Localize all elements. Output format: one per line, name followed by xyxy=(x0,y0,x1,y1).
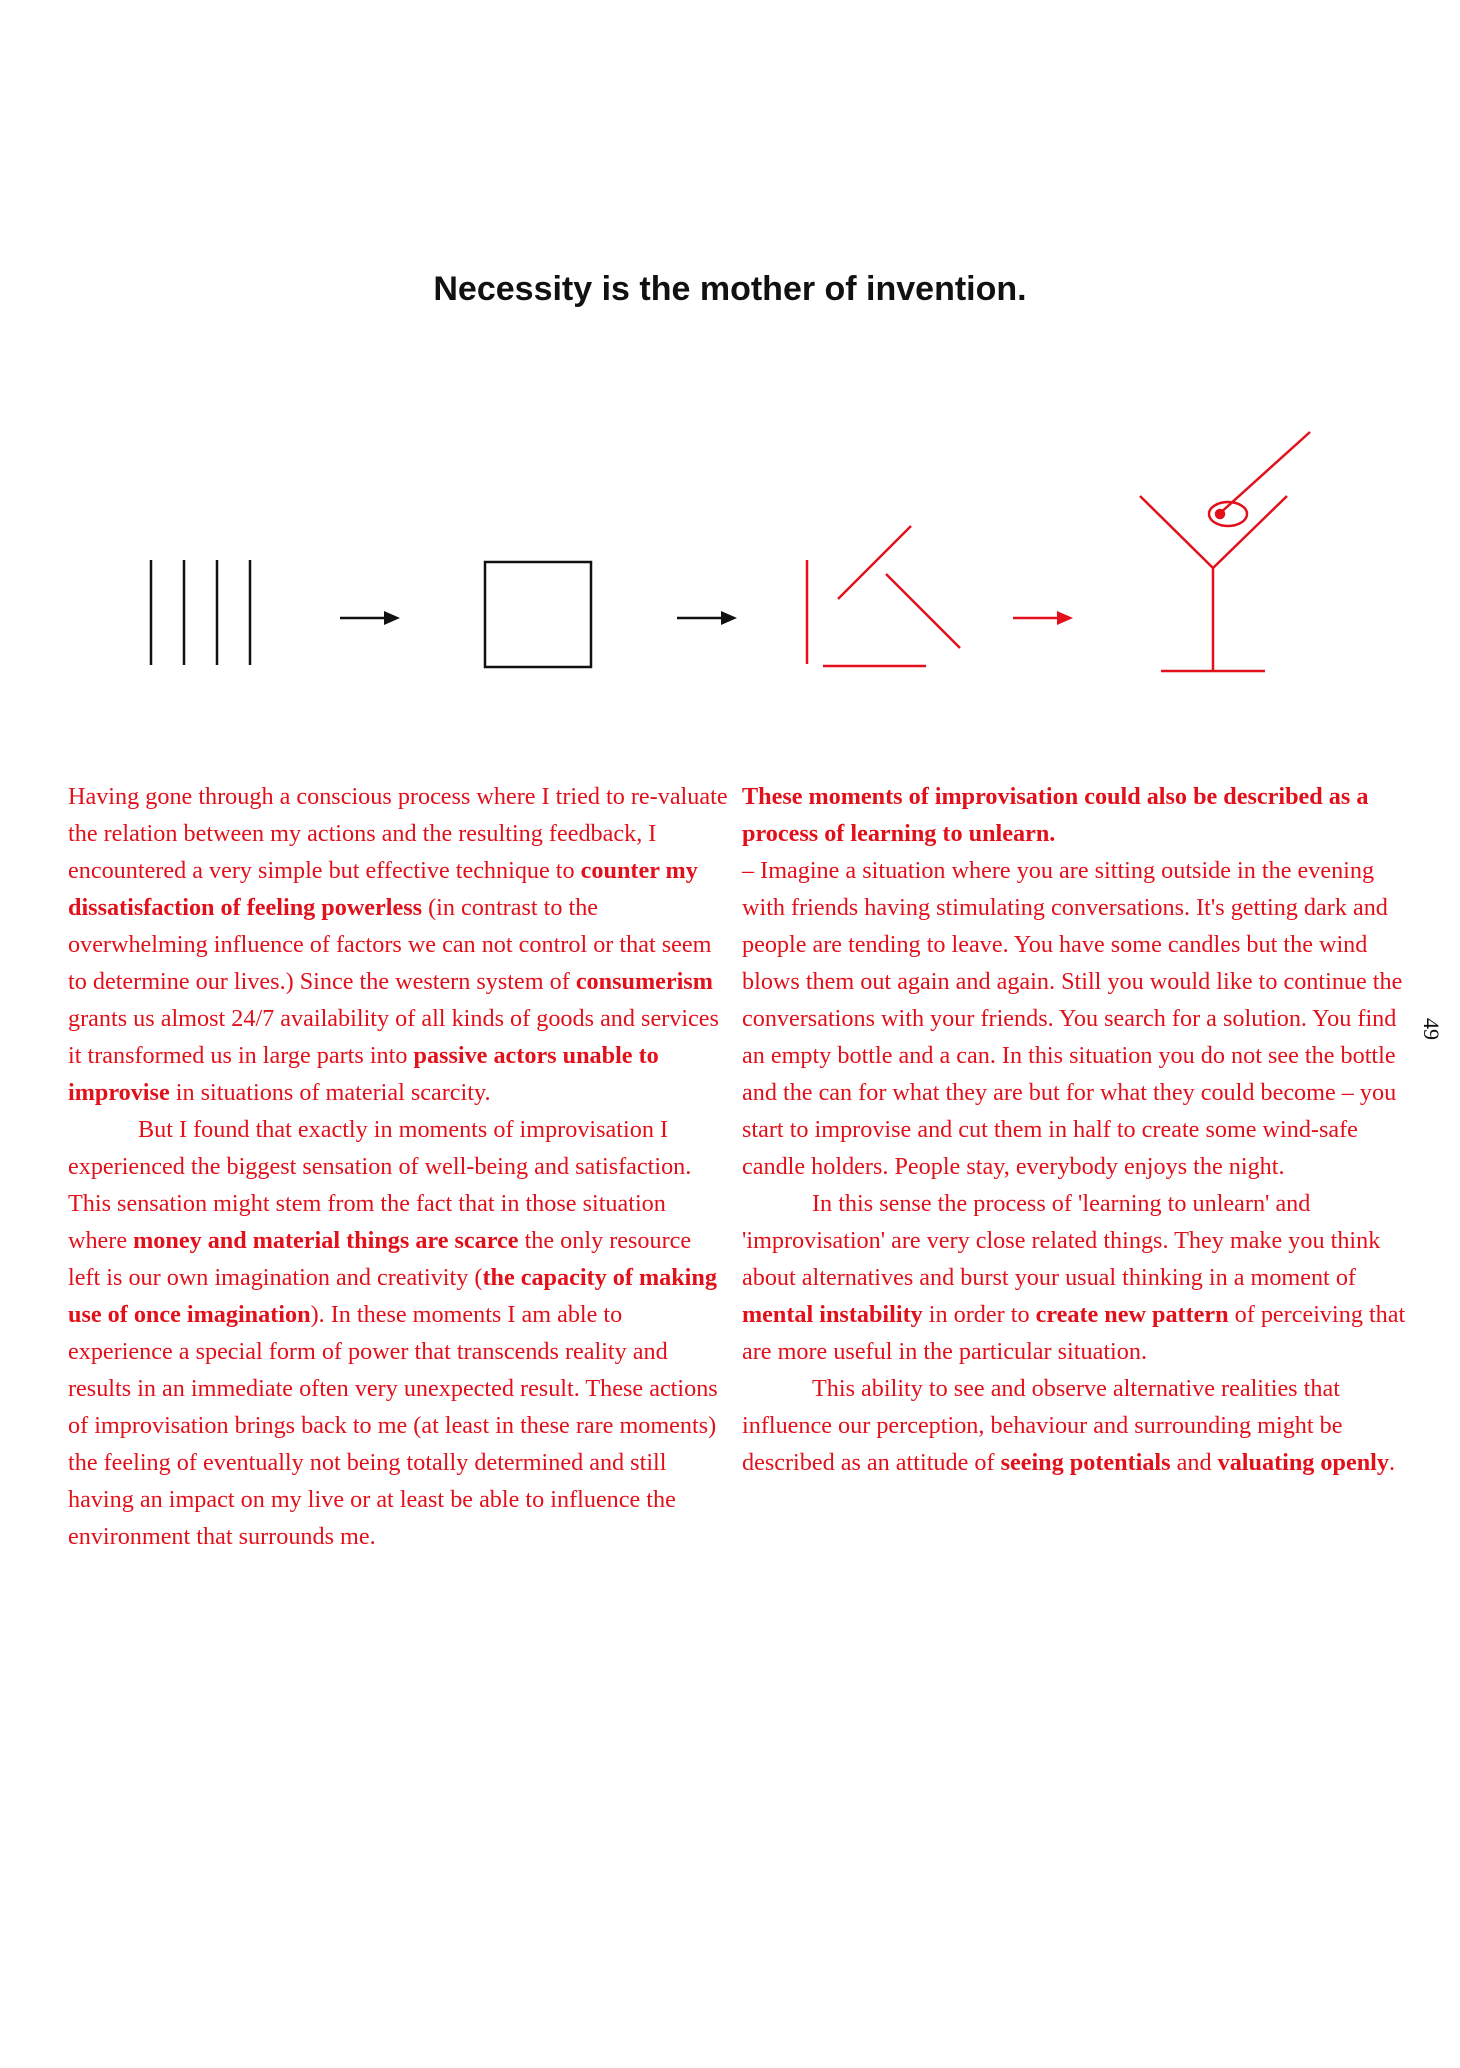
left-paragraph-2: But I found that exactly in moments of improvisation I experienced the biggest sensation of well-being and satisfaction. This sensation might stem from the fact that in those situation where money and material things are scarce the only resource left is our own imagination and creativity (the capacity of making use of once imagination). In these moments I am able to experience a special form of power that transcends reality and results in an immediate often very unexpected result. These actions of improvisation brings back to me (at least in these rare moments) the feeling of eventually not being totally determined and still having an impact on my live or at least be able to influence the environment that surrounds me. xyxy=(68,1116,718,1550)
transformation-diagram xyxy=(0,410,1460,710)
emphasis: passive actors unable to improvise xyxy=(68,1042,659,1106)
emphasis: consumerism xyxy=(575,968,713,995)
left-column xyxy=(68,778,728,1555)
emphasis: mental instability xyxy=(742,1301,923,1328)
page-number: 49 xyxy=(1419,1018,1444,1040)
cocktail-glass-icon xyxy=(1140,432,1310,671)
emphasis: valuating openly xyxy=(1217,1449,1389,1476)
scattered-lines-icon xyxy=(807,526,960,666)
left-paragraph-1: Having gone through a conscious process where I tried to re-valuate the relation between my actions and the resulting feedback, I encountered a very simple but effective technique to counter my dissatisfaction of feeling powerless (in contrast to the overwhelming influence of factors we can not control or that seem to determine our lives.) Since the western system of consumerism grants us almost 24/7 availability of all kinds of goods and services it transformed us in large parts into passive actors unable to improvise in situations of material scarcity. xyxy=(68,783,728,1106)
emphasis: money and material things are scarce xyxy=(133,1227,519,1254)
right-column-heading: These moments of improvisation could also be described as a process of learning to unlearn. xyxy=(742,783,1369,847)
square-icon xyxy=(485,562,591,667)
emphasis: seeing potentials xyxy=(1000,1449,1171,1476)
page-heading: Necessity is the mother of invention. xyxy=(433,270,1027,308)
four-vertical-lines-icon xyxy=(151,560,250,665)
right-column xyxy=(742,778,1406,1481)
arrow-right-icon xyxy=(340,611,400,625)
emphasis: the capacity of making use of once imagination xyxy=(68,1264,717,1328)
right-paragraph-1: – Imagine a situation where you are sitting outside in the evening with friends having stimulating conversations. It's getting dark and people are tending to leave. You have some candles but the wind blows them out again and again. Still you would like to continue the conversations with your friends. You search for a solution. You find an empty bottle and a can. In this situation you do not see the bottle and the can for what they are but for what they could become – you start to improvise and cut them in half to create some wind-safe candle holders. People stay, everybody enjoys the night. xyxy=(742,857,1403,1180)
arrow-right-icon xyxy=(677,611,737,625)
right-paragraph-3: This ability to see and observe alternative realities that influence our perception, behaviour and surrounding might be described as an attitude of seeing potentials and valuating openly. xyxy=(742,1375,1396,1476)
arrow-right-icon xyxy=(1013,611,1073,625)
emphasis: counter my dissatisfaction of feeling powerless xyxy=(68,857,698,921)
emphasis: create new pattern xyxy=(1035,1301,1229,1328)
right-paragraph-2: In this sense the process of 'learning to unlearn' and 'improvisation' are very close related things. They make you think about alternatives and burst your usual thinking in a moment of mental instability in order to create new pattern of perceiving that are more useful in the particular situation. xyxy=(742,1190,1406,1365)
